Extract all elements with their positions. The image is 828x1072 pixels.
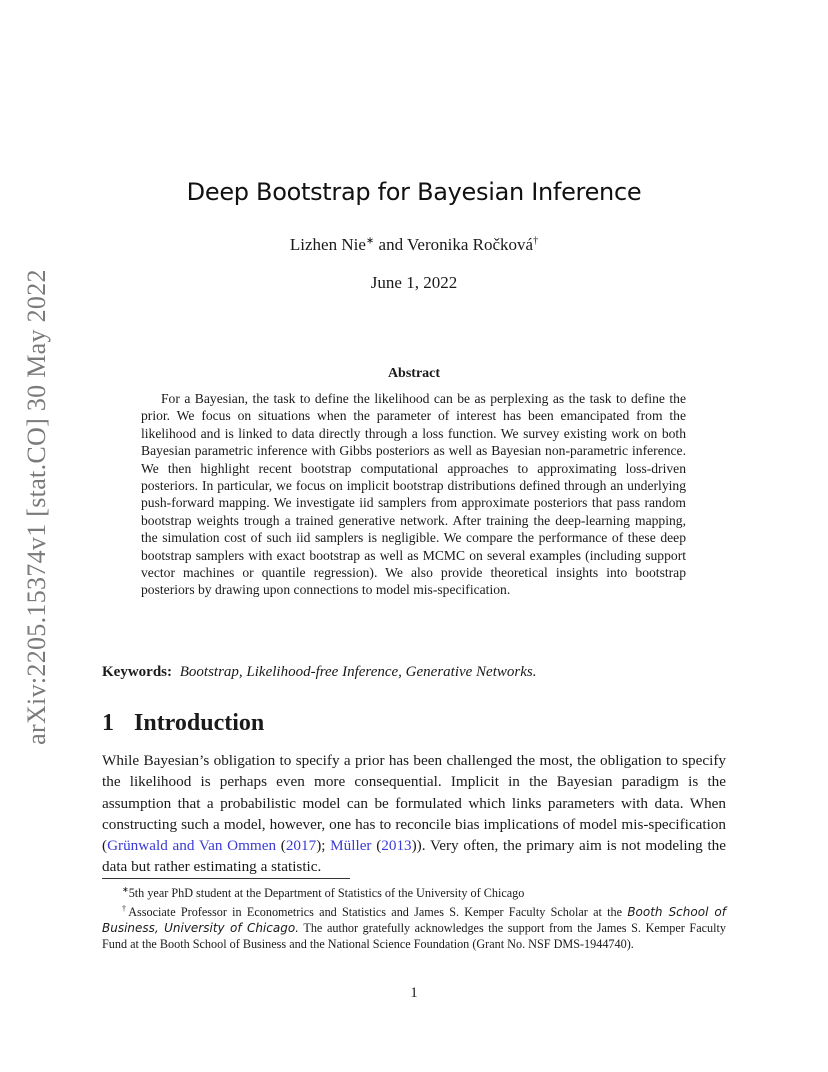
intro-text: )). Very often, the primary aim is not modeling the data but rather estimating a statistic. [102,837,726,876]
citation-separator: ); [316,837,331,855]
footnote-italic: Booth School of Business, University of Chicago. [102,905,726,936]
citation-link[interactable]: Grünwald and Van Ommen [107,837,277,855]
keywords-label: Keywords: [102,664,172,680]
abstract-text: For a Bayesian, the task to define the likelihood can be as perplexing as the task to define the prior. We focus on situations when the parameter of interest has been emancipated from the likelihood and is linked to data directly through a loss function. We survey existing work on both Bayesian parametric inference with Gibbs posteriors as well as Bayesian non-parametric inference. We then highlight recent bootstrap computational approaches to approximating loss-driven posteriors. In particular, we focus on implicit bootstrap distributions defined through an underlying push-forward mapping. We investigate iid samplers from approximate posteriors that pass random bootstrap weights trough a trained generative network. After training the deep-learning mapping, the simulation cost of such iid samplers is negligible. We compare the performance of these deep bootstrap samplers with exact bootstrap as well as MCMC on several examples (including support vector machines or quantile regression). We also provide theoretical insights into bootstrap posteriors by drawing upon connections to model mis-specification. [141,391,686,598]
section-number: 1 [102,710,114,736]
footnote-mark: † [533,235,539,247]
arxiv-sidebar-stamp [23,269,51,745]
footnote-text: 5th year PhD student at the Department of Statistics of the University of Chicago [128,886,525,901]
keywords-value: Bootstrap, Likelihood-free Inference, Generative Networks. [179,664,537,680]
abstract-heading: Abstract [387,366,441,381]
section-heading [102,710,264,737]
footnote-text: Associate Professor in Econometrics and Statistics and James S. Kemper Faculty Scholar at the [128,905,628,920]
footnote-2 [102,901,726,952]
intro-text: While Bayesian’s obligation to specify a prior has been challenged the most, the obligation to specify the likelihood is perhaps even more consequential. Implicit in the Bayesian paradigm is the assumption that a probabilistic model can be formulated which links parameters with data. When constructing such a model, however, one has to reconcile bias implications of model mis-specification ( [102,752,726,855]
arxiv-identifier: arXiv:2205.15374v1 [stat.CO] 30 May 2022 [22,269,51,745]
footnote-text: The author gratefully acknowledges the support from the James S. Kemper Faculty Fund at the Booth School of Business and the National Science Foundation (Grant No. NSF DMS-1944740). [102,921,726,952]
citation-year-link[interactable]: 2013 [381,837,412,855]
citation-link[interactable]: Müller [330,837,372,855]
section-title: Introduction [134,710,265,736]
keywords-line [102,664,536,681]
citation-year-link[interactable]: 2017 [285,837,317,855]
footnote-mark: ∗ [122,885,129,894]
author-name: Lizhen Nie [289,235,366,254]
author-line [0,235,828,255]
paper-title: Deep Bootstrap for Bayesian Inference [186,178,642,206]
author-separator: and [374,235,408,254]
citation-paren: ( [276,837,286,855]
footnote-rule [102,878,350,879]
footnote-mark: † [122,904,129,914]
paper-date: June 1, 2022 [370,273,458,292]
footnotes [102,882,726,952]
page-number: 1 [410,985,418,1001]
citation-paren: ( [371,837,382,855]
intro-paragraph [102,750,726,878]
author-name: Veronika Ročková [407,235,534,254]
footnote-mark: ∗ [365,235,375,247]
footnote-1 [102,882,726,901]
